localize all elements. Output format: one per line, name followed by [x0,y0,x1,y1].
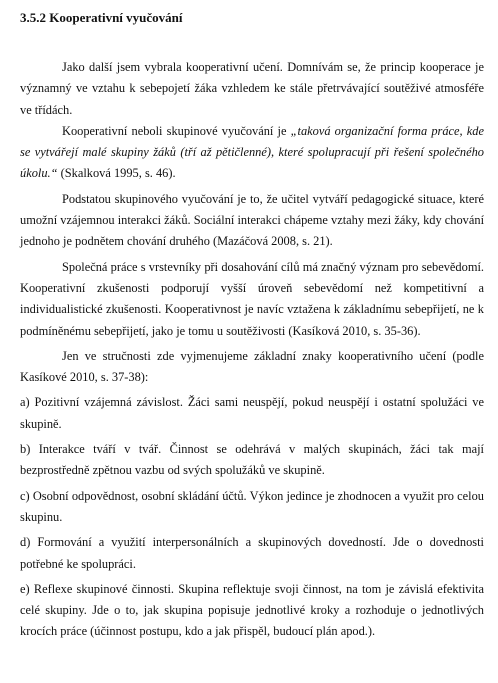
list-item-a: a) Pozitivní vzájemná závislost. Žáci sami neuspějí, pokud neuspějí i ostatní spolužáci ve skupině. [20,395,484,431]
list-item-c: c) Osobní odpovědnost, osobní skládání účtů. Výkon jedince je zhodnocen a využit pro celou skupinu. [20,488,484,524]
paragraph-definition [20,121,484,185]
list-item-e: e) Reflexe skupinové činnosti. Skupina reflektuje svoji činnost, na tom je závislá efektivita celé skupiny. Jde o to, jak skupina popisuje jednotlivé kroky a rozhoduje o jednotlivých krocích práce (účinnost postupu, kdo a jak přispěl, budoucí plán apod.). [20,581,484,639]
list-item-b: b) Interakce tváří v tvář. Činnost se odehrává v malých skupinách, žáci tak mají bezprostředně zpětnou vazbu od svých spolužáků ve skupině. [20,442,484,478]
definition-quote: „taková organizační forma práce, kde se vytvářejí malé skupiny žáků (tří až pětičlenné), které spolupracují při řešení společného úkolu.“ [20,123,484,181]
paragraph-intro: Jako další jsem vybrala kooperativní učení. Domnívám se, že princip kooperace je významný ve vztahu k sebepojetí žáka vzhledem ke stále přetrvávající soutěživé atmosféře ve třídách. [20,60,484,117]
document-page [20,10,484,643]
paragraph-interaction: Podstatou skupinového vyučování je to, že učitel vytváří pedagogické situace, které umožní vzájemnou interakci žáků. Sociální interakci chápeme vztahy mezi žáky, kdy chování jednoho je podnětem chování druhého (Mazáčová 2008, s. 21). [20,191,485,249]
definition-citation: (Skalková 1995, s. 46). [57,166,176,181]
section-heading: 3.5.2 Kooperativní vyučování [20,10,183,25]
definition-lead: Kooperativní neboli skupinové vyučování je [62,123,291,138]
paragraph-features-intro: Jen ve stručnosti zde vyjmenujeme základní znaky kooperativního učení (podle Kasíkové 2010, s. 37-38): [20,348,484,385]
list-item-d: d) Formování a využití interpersonálních a skupinových dovedností. Jde o dovednosti potřebné ke spolupráci. [20,535,484,571]
paragraph-self-esteem: Společná práce s vrstevníky při dosahování cílů má značný význam pro sebevědomí. Kooperativní zkušenosti podporují vyšší úroveň sebevědomí než kompetitivní a individualistické zkušenosti. Kooperativnost je navíc vztažena k základnímu sebepřijetí, ne k podmíněnému sebepřijetí, jako je tomu u soutěživosti (Kasíková 2010, s. 35-36). [20,259,484,338]
